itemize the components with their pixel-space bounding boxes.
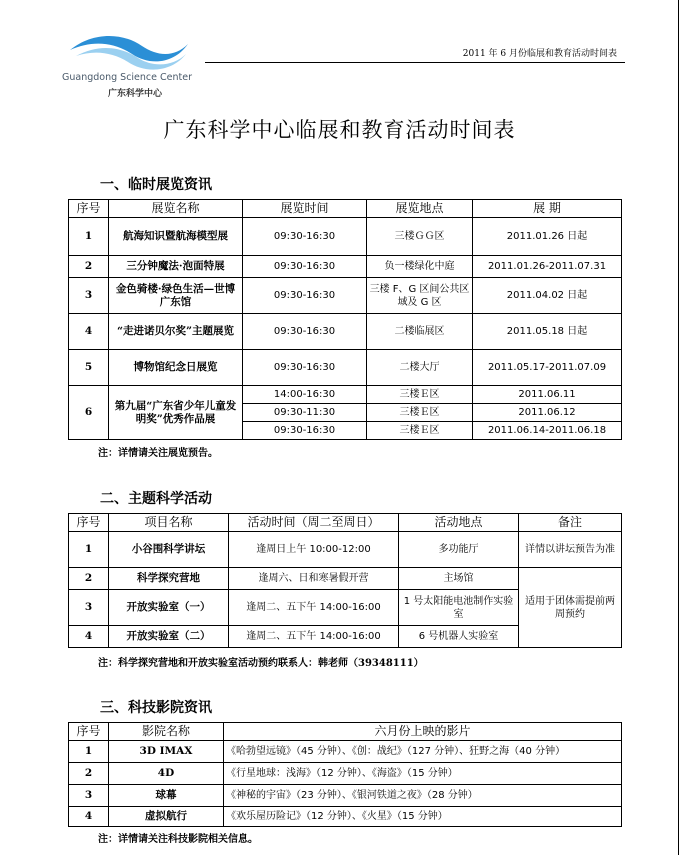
table-row: 6 第九届“广东省少年儿童发明奖”优秀作品展 14:00-16:30 三楼Ｅ区 2011.06.11 [69,386,622,404]
table-row: 1 航海知识暨航海模型展 09:30-16:30 三楼ＧＧ区 2011.01.26 日起 [69,218,622,256]
exhibition-header-row [69,200,622,218]
col-no: 序号 [69,200,109,218]
col-name: 展览名称 [109,200,243,218]
gsc-logo [62,30,212,100]
table-row: 2 4D 《行星地球：浅海》（12 分钟）、《海盗》（15 分钟） [69,763,622,785]
table-row: 2 科学探究营地 逢周六、日和寒暑假开营 主场馆 适用于团体需提前两周预约 [69,568,622,590]
activity-header-row: 序号 项目名称 活动时间（周二至周日） 活动地点 备注 [69,514,622,532]
col-place: 展览地点 [367,200,473,218]
section3-note: 注：详情请关注科技影院相关信息。 [98,834,258,845]
table-row: 3 金色骑楼·绿色生活—世博广东馆 09:30-16:30 三楼 F、G 区间公共区域及 G 区 2011.04.02 日起 [69,278,622,314]
logo-chinese: 广东科学中心 [108,89,163,99]
page-title: 广东科学中心临展和教育活动时间表 [163,118,516,142]
activity-table [68,513,622,648]
section1-heading: 一、临时展览资讯 [100,177,212,193]
table-row: 09:30-16:30 三楼Ｅ区 2011.06.14-2011.06.18 [69,422,622,440]
cinema-header-row: 序号 影院名称 六月份上映的影片 [69,723,622,741]
table-row: 2 三分钟魔法·泡面特展 09:30-16:30 负一楼绿化中庭 2011.01.26-2011.07.31 [69,256,622,278]
logo-wave-icon [62,30,192,72]
section1-note: 注：详情请关注展览预告。 [98,448,218,459]
table-row: 3 球幕 《神秘的宇宙》（23 分钟）、《银河铁道之夜》（28 分钟） [69,785,622,807]
col-period: 展 期 [473,200,622,218]
table-row: 1 小谷围科学讲坛 逢周日上午 10:00-12:00 多功能厅 详情以讲坛预告为准 [69,532,622,568]
table-row: 09:30-11:30 三楼Ｅ区 2011.06.12 [69,404,622,422]
header-rule [205,62,625,63]
table-row: 4 开放实验室（二） 逢周二、五下午 14:00-16:00 6 号机器人实验室 [69,626,622,648]
section2-note: 注：科学探究营地和开放实验室活动预约联系人：韩老师（39348111） [98,658,424,669]
table-row: 1 3D IMAX 《哈勃望远镜》（45 分钟）、《创：战纪》（127 分钟）、狂野之海（40 分钟） [69,741,622,763]
exhibition-table [68,199,622,440]
logo-english: Guangdong Science Center [62,72,192,83]
header-right-text: 2011 年 6 月份临展和教育活动时间表 [462,49,617,59]
table-row: 4 “走进诺贝尔奖”主题展览 09:30-16:30 二楼临展区 2011.05.18 日起 [69,314,622,350]
table-row: 3 开放实验室（一） 逢周二、五下午 14:00-16:00 1 号太阳能电池制作实验室 [69,590,622,626]
section3-heading: 三、科技影院资讯 [100,700,212,716]
table-row: 5 博物馆纪念日展览 09:30-16:30 二楼大厅 2011.05.17-2011.07.09 [69,350,622,386]
table-row: 4 虚拟航行 《欢乐屋历险记》（12 分钟）、《火星》（15 分钟） [69,807,622,827]
col-time: 展览时间 [243,200,367,218]
cinema-table [68,722,622,827]
section2-heading: 二、主题科学活动 [100,491,212,507]
